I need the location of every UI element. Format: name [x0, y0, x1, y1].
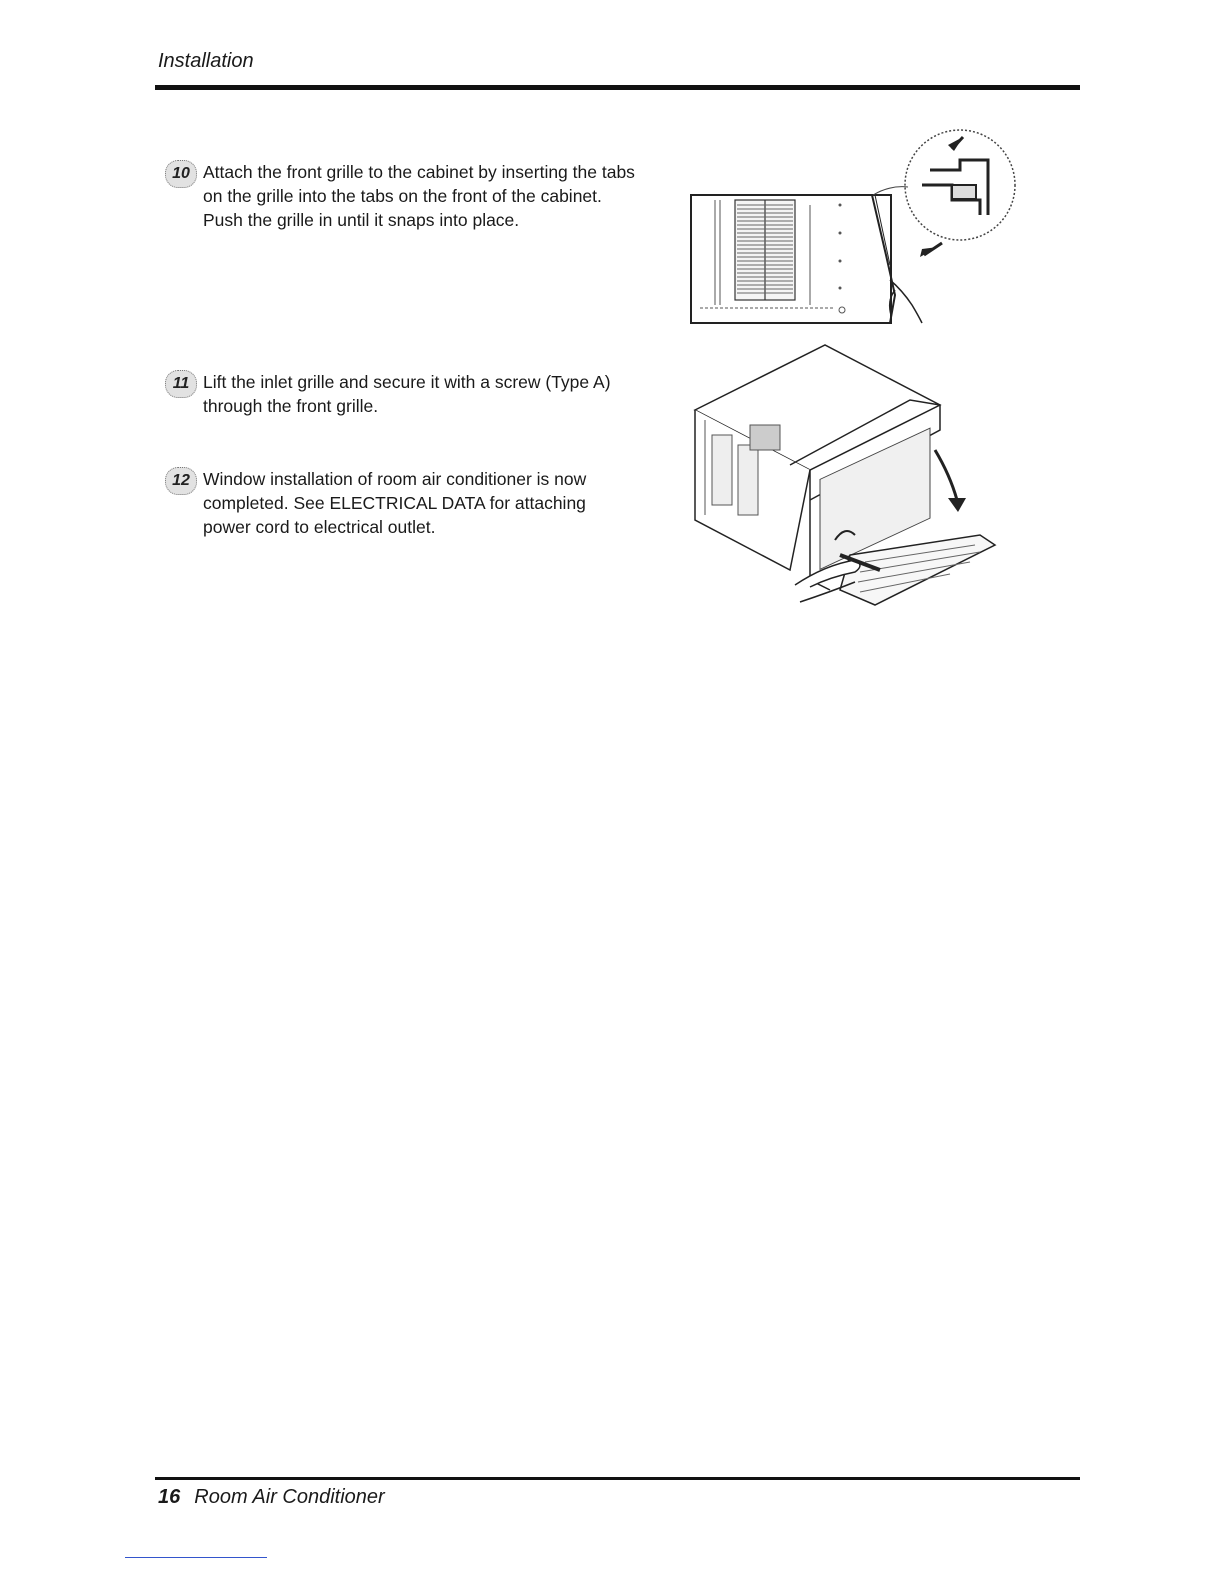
page-header-title: Installation [158, 50, 254, 72]
step-12 [165, 467, 635, 539]
step-number-badge: 12 [165, 467, 197, 495]
step-number-badge: 10 [165, 160, 197, 188]
front-grille-attach-illustration [690, 125, 1020, 330]
step-number-badge: 11 [165, 370, 197, 398]
footer-rule [155, 1477, 1080, 1480]
page-footer [158, 1486, 385, 1509]
step-10 [165, 160, 635, 232]
step-text: Lift the inlet grille and secure it with a screw (Type A) through the front grille. [203, 372, 611, 416]
step-text: Attach the front grille to the cabinet by inserting the tabs on the grille into the tabs on the front of the cabinet. Push the grille in until it snaps into place. [203, 162, 635, 230]
page-number: 16 [158, 1486, 181, 1508]
footer-title: Room Air Conditioner [194, 1486, 385, 1508]
header-rule [155, 85, 1080, 90]
inlet-grille-screw-illustration [690, 340, 1010, 620]
bottom-link-underline [125, 1557, 267, 1558]
step-11 [165, 370, 635, 418]
step-text: Window installation of room air conditioner is now completed. See ELECTRICAL DATA for attaching power cord to electrical outlet. [203, 469, 587, 537]
